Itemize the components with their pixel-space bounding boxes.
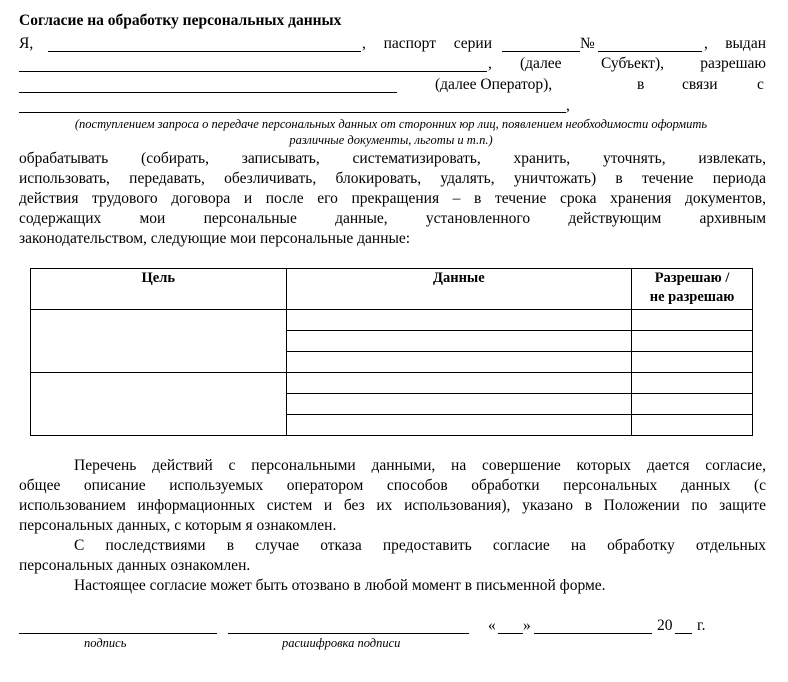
body-line-4: содержащих мои персональные данные, установленного действующим архивным xyxy=(19,210,766,227)
table-row xyxy=(31,310,753,331)
body-line-2: использовать, передавать, обезличивать, блокировать, удалять, уничтожать) в течение периода xyxy=(19,170,766,187)
hint-line-1: (поступлением запроса о передаче персональных данных от сторонних юр лиц, появлением необходимости оформить xyxy=(74,117,708,131)
allow-cell[interactable] xyxy=(632,415,753,436)
page-title: Согласие на обработку персональных данных xyxy=(19,12,342,29)
data-cell[interactable] xyxy=(286,331,631,352)
table-row xyxy=(31,373,753,394)
fullname-field[interactable] xyxy=(48,51,361,52)
label-allow: разрешаю xyxy=(700,55,766,72)
year-prefix: 20 xyxy=(657,617,673,634)
body-line-5: законодательством, следующие мои персональные данные: xyxy=(19,230,411,247)
date-open-quote: « xyxy=(488,617,496,634)
comma-4: , xyxy=(566,97,570,114)
caption-signature: подпись xyxy=(84,636,127,650)
para1-line-2: общее описание используемых оператором способов обработки персональных данных (с xyxy=(19,477,766,494)
para1-line-3: использованием информационных систем и без их использования), указано в Положении по защите xyxy=(19,497,766,514)
header-goal: Цель xyxy=(31,269,287,310)
data-cell[interactable] xyxy=(286,415,631,436)
allow-cell[interactable] xyxy=(632,352,753,373)
data-cell[interactable] xyxy=(286,373,631,394)
body-line-3: действия трудового договора и после его прекращения – в течение срока хранения документов, xyxy=(19,190,766,207)
header-allow: Разрешаю / не разрешаю xyxy=(632,269,753,310)
allow-cell[interactable] xyxy=(632,394,753,415)
data-cell[interactable] xyxy=(286,352,631,373)
caption-decode: расшифровка подписи xyxy=(282,636,401,650)
date-year-field[interactable] xyxy=(675,633,692,634)
label-operator: (далее Оператор), xyxy=(435,76,553,93)
goal-cell[interactable] xyxy=(31,310,287,373)
para2-line-1: С последствиями в случае отказа предоставить согласие на обработку отдельных xyxy=(74,537,766,554)
label-subject: (далее Субъект), xyxy=(520,55,664,72)
date-close-quote: » xyxy=(523,617,531,634)
signature-field[interactable] xyxy=(19,633,217,634)
para1-line-1: Перечень действий с персональными данными, на совершение которых дается согласие, xyxy=(74,457,766,474)
label-number: № xyxy=(580,35,595,52)
allow-cell[interactable] xyxy=(632,331,753,352)
body-line-1: обрабатывать (собирать, записывать, систематизировать, хранить, уточнять, извлекать, xyxy=(19,150,766,167)
operator-field[interactable] xyxy=(19,92,397,93)
signature-decode-field[interactable] xyxy=(228,633,469,634)
passport-series-field[interactable] xyxy=(502,51,580,52)
label-svyazi: связи xyxy=(682,76,718,93)
year-suffix: г. xyxy=(697,617,706,634)
label-s: с xyxy=(757,76,764,93)
para1-line-4: персональных данных, с которым я ознакомлен. xyxy=(19,517,337,534)
consent-table xyxy=(30,268,753,436)
passport-number-field[interactable] xyxy=(598,51,702,52)
issued-by-field[interactable] xyxy=(19,71,487,72)
date-day-field[interactable] xyxy=(498,633,523,634)
data-cell[interactable] xyxy=(286,394,631,415)
allow-cell[interactable] xyxy=(632,310,753,331)
label-passport-series: , паспорт серии xyxy=(362,35,492,52)
hint-line-2: различные документы, льготы и т.п.) xyxy=(289,133,493,147)
para3: Настоящее согласие может быть отозвано в любой момент в письменной форме. xyxy=(74,577,606,594)
reason-field[interactable] xyxy=(19,112,566,113)
date-month-field[interactable] xyxy=(534,633,652,634)
allow-cell[interactable] xyxy=(632,373,753,394)
label-issued: , выдан xyxy=(704,35,766,52)
table-header-row xyxy=(31,269,753,310)
label-v: в xyxy=(637,76,645,93)
para2-line-2: персональных данных ознакомлен. xyxy=(19,557,251,574)
comma-2: , xyxy=(488,55,492,72)
header-data: Данные xyxy=(286,269,631,310)
goal-cell[interactable] xyxy=(31,373,287,436)
label-ya: Я, xyxy=(19,35,34,52)
data-cell[interactable] xyxy=(286,310,631,331)
